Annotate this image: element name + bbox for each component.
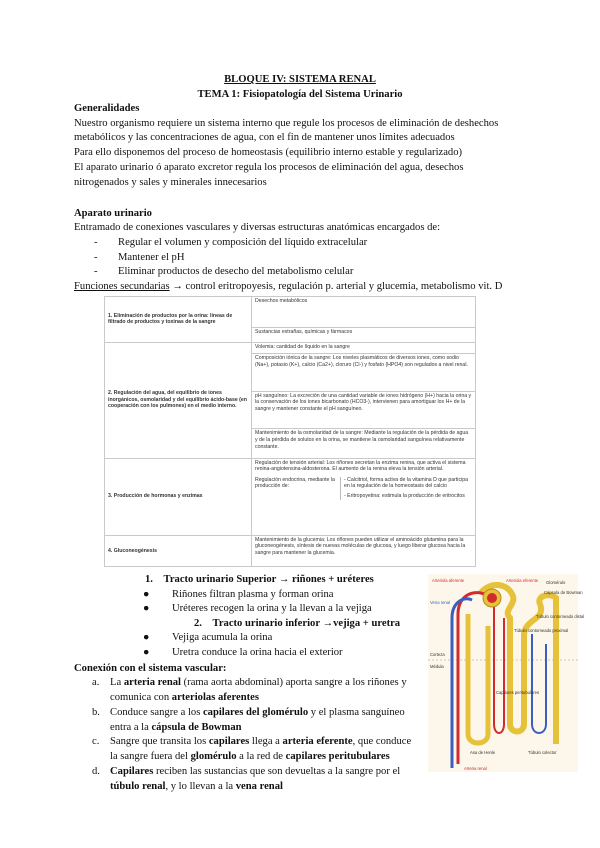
renina-text: Regulación de tensión arterial: Los riñones secretan la enzima renina, que activa el sistema renina-angiotensina-aldosterona. El aumento de la renina eleva la tensión arterial. (255, 459, 466, 473)
funciones-secundarias (74, 279, 502, 294)
generalidades-line: El aparato urinario ó aparato excretor regula los procesos de eliminación del agua, desechos (74, 162, 464, 173)
table-cell-left: 1. Eliminación de productos por la orina: líneas de filtrado de productos y toxinas de la sangre (105, 297, 252, 343)
topic-title: TEMA 1: Fisiopatología del Sistema Urinario (197, 89, 403, 100)
table-row (105, 342, 476, 353)
table-row (105, 458, 476, 535)
label-arteria-renal: Arteria renal (464, 766, 487, 771)
bold-term: Capilares (110, 766, 154, 777)
text-run: entra a la (110, 722, 152, 733)
tracto-inferior-label: Tracto urinario inferior →vejiga + uretra (212, 618, 401, 629)
nested-item: - Eritropoyetina: estimula la producción de eritrocitos (344, 492, 465, 499)
label-corteza: Corteza (430, 652, 445, 657)
bold-term: capilares del glomérulo (202, 707, 309, 718)
bullet-icon: ● (143, 632, 150, 643)
label-vena: Vena renal (430, 600, 451, 605)
bold-term: capilares peritubulares (285, 751, 390, 762)
nephron-figure (428, 574, 585, 772)
generalidades-line: Para ello disponemos del proceso de homeostasis (equilibrio interno estable y regularizado) (74, 147, 463, 158)
nested-right (340, 477, 472, 500)
label-aferente: Arteriola aferente (432, 578, 465, 583)
table-cell: Composición iónica de la sangre: Los niveles plasmáticos de diversos iones, como sodio (Na+), potasio (K+), calcio (Ca2+), cloruro (Cl-) y fosfato (HPO4) son regulados a nivel renal. (252, 354, 476, 392)
table-cell-left: 2. Regulación del agua, del equilibrio de iones inorgánicos, osmolaridad y del equilibrio ácido-base (en cooperación con los pulmones) en el medio interno. (105, 342, 252, 458)
list-item: Eliminar productos de desecho del metabolismo celular (118, 266, 354, 277)
table-cell-left: 4. Gluconeogénesis (105, 535, 252, 566)
tracto-inferior (194, 616, 400, 631)
conexion-line (110, 705, 405, 720)
text-run: (rama aorta abdominal) aporta sangre a los riñones y (181, 677, 407, 688)
bold-term: arteria eferente (282, 736, 353, 747)
text-run: llega a (249, 736, 283, 747)
list-number: 2. (194, 618, 202, 629)
conexion-line (110, 720, 242, 735)
table-cell: Mantenimiento de la osmolaridad de la sangre: Mediante la regulación de la pérdida de agua y de la pérdida de solutos en la orina, se mantiene la osmolaridad sanguínea relativamente constante. (252, 429, 476, 458)
bullet-icon: ● (143, 589, 150, 600)
table-row (105, 535, 476, 566)
tracto-superior (145, 572, 374, 587)
nested-item: - Calcitriol, forma activa de la vitamina D que participa en la regulación de la homeostasis del calcio (344, 476, 468, 490)
table-cell: Desechos metabólicos (252, 297, 476, 328)
bold-term: cápsula de Bowman (151, 722, 242, 733)
text-run: comunica con (110, 692, 172, 703)
list-dash: - (94, 237, 98, 248)
aparato-intro: Entramado de conexiones vasculares y diversas estructuras anatómicas encargados de: (74, 222, 441, 233)
generalidades-line: Nuestro organismo requiere un sistema interno que regule los procesos de eliminación de deshechos (74, 118, 499, 129)
text-run: La (110, 677, 124, 688)
label-distal: Túbulo contorneado distal (536, 614, 585, 619)
functions-table (104, 296, 476, 567)
funciones-text: → control eritropoyesis, regulación p. arterial y glucemia, metabolismo vit. D (169, 281, 503, 292)
glomerulus-shape (487, 593, 497, 603)
tracto-superior-label: Tracto urinario Superior → riñones + uréteres (163, 574, 374, 585)
list-item: Mantener el pH (118, 252, 185, 263)
table-cell: Volemia: cantidad de líquido en la sangre (252, 342, 476, 353)
bold-term: arteria renal (123, 677, 181, 688)
label-asa: Asa de Henle (470, 750, 496, 755)
list-dash: - (94, 266, 98, 277)
label-capsula: Cápsula de Bowman (544, 590, 583, 595)
bullet-icon: ● (143, 647, 150, 658)
bold-term: arteriolas aferentes (171, 692, 259, 703)
text-run: , y lo llevan a la (165, 781, 236, 792)
label-eferente: Arteriola eferente (506, 578, 539, 583)
label-colector: Túbulo colector (528, 750, 557, 755)
text-run: la sangre fuera del (110, 751, 191, 762)
conexion-line (110, 690, 259, 705)
list-marker: b. (92, 707, 100, 718)
table-row (105, 297, 476, 328)
list-item: Riñones filtran plasma y forman orina (172, 589, 334, 600)
text-run: Conduce sangre a los (110, 707, 203, 718)
generalidades-heading: Generalidades (74, 103, 140, 114)
list-item: Uréteres recogen la orina y la llevan a la vejiga (172, 603, 372, 614)
bold-term: capilares (208, 736, 250, 747)
text-run: y el plasma sanguíneo (308, 707, 405, 718)
aparato-heading: Aparato urinario (74, 208, 152, 219)
bold-term: túbulo renal (110, 781, 166, 792)
table-cell-left: 3. Producción de hormonas y enzimas (105, 458, 252, 535)
list-marker: a. (92, 677, 100, 688)
bold-term: glomérulo (190, 751, 237, 762)
block-title: BLOQUE IV: SISTEMA RENAL (224, 74, 376, 85)
list-marker: c. (92, 736, 100, 747)
conexion-line (110, 764, 400, 779)
list-item: Regular el volumen y composición del líquido extracelular (118, 237, 368, 248)
conexion-line (110, 749, 390, 764)
generalidades-line: nitrogenados y sales y minerales innecesarios (74, 177, 267, 188)
table-cell: Mantenimiento de la glucemia: Los riñones pueden utilizar el aminoácido glutamina para la gluconeogénesis, síntesis de nuevas moléculas de glucosa, y luego liberar glucosa hacia la sangre para mantener la glucemia. (252, 535, 476, 566)
conexion-heading: Conexión con el sistema vascular: (74, 663, 227, 674)
table-cell: pH sanguíneo: La excreción de una cantidad variable de iones hidrógeno (H+) hacia la orina y la conservación de los iones bicarbonato (HCO3-), intervienen para amortiguar los H+ de la sangre y mantener constante el pH sanguíneo. (252, 391, 476, 429)
generalidades-line: metabólicos y las concentraciones de agua, con el fin de mantener unos límites adecuados (74, 132, 455, 143)
conexion-line (110, 734, 411, 749)
nested-left: Regulación endocrina, mediante la producción de: (255, 476, 335, 490)
label-proximal: Túbulo contorneado proximal (514, 628, 569, 633)
list-number: 1. (145, 574, 153, 585)
conexion-line (110, 675, 407, 690)
list-marker: d. (92, 766, 100, 777)
label-capilares: Capilares peritubulares (496, 690, 540, 695)
list-dash: - (94, 252, 98, 263)
text-run: , que conduce (352, 736, 412, 747)
conexion-line (110, 779, 283, 794)
label-glomerulo: Glomérulo (546, 580, 566, 585)
text-run: Sangre que transita los (110, 736, 209, 747)
text-run: reciben las sustancias que son devueltas a la sangre por el (153, 766, 401, 777)
table-cell: Sustancias extrañas, químicas y fármacos (252, 328, 476, 343)
bullet-icon: ● (143, 603, 150, 614)
table-cell (252, 458, 476, 535)
bold-term: vena renal (235, 781, 283, 792)
list-item: Uretra conduce la orina hacia el exterior (172, 647, 343, 658)
label-medula: Médula (430, 664, 444, 669)
nested-endocrine (255, 477, 472, 500)
funciones-label: Funciones secundarias (74, 281, 170, 292)
list-item: Vejiga acumula la orina (172, 632, 273, 643)
text-run: a la red de (236, 751, 286, 762)
